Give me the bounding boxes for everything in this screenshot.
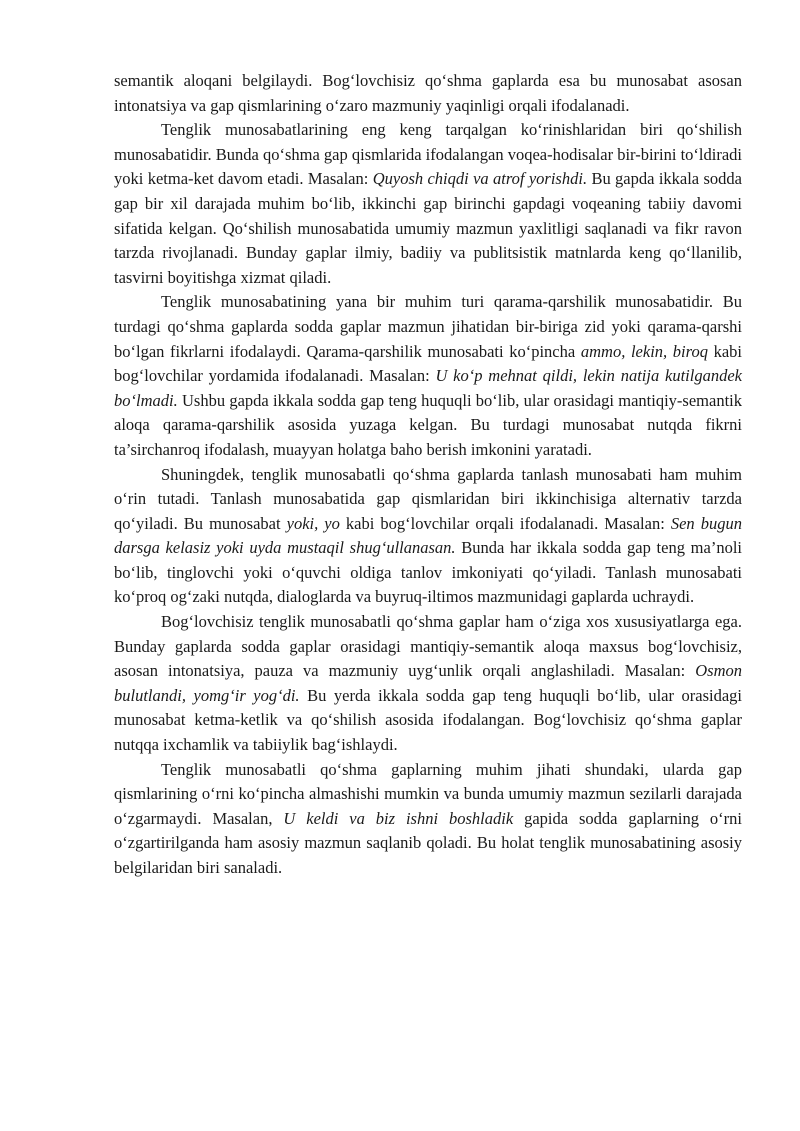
paragraph-text: Tenglik munosabatli qo‘shma gaplarning muhim jihati shundaki, ularda gap qismlarining o‘rni ko‘pincha almashishi mumkin va bunda umumiy mazmun sezilarli darajada o‘zgarmaydi. Masalan, bbox=[114, 759, 742, 828]
paragraph-text: Bunda har ikkala sodda gap teng ma’noli bo‘lib, tinglovchi yoki o‘quvchi oldiga tanlov imkoniyati qo‘yiladi. Tanlash munosabati ko‘proq og‘zaki nutqda, dialoglarda va buyruq-iltimos mazmunidagi gaplarda uchraydi. bbox=[114, 538, 742, 607]
paragraph-text: Tenglik munosabatining yana bir muhim turi qarama-qarshilik munosabatidir. Bu turdagi qo‘shma gaplarda sodda gaplar mazmun jihatidan bir-biriga zid yoki qarama-qarshi bo‘lgan fikrlarni ifodalaydi. Qarama-qarshilik munosabati ko‘pincha bbox=[114, 292, 742, 361]
paragraph-4 bbox=[114, 463, 742, 611]
paragraph-text: Ushbu gapda ikkala sodda gap teng huquqli bo‘lib, ular orasidagi mantiqiy-semantik aloqa qarama-qarshilik asosida yuzaga kelgan. Bu turdagi munosabat nutqda fikrni ta’sirchanroq ifodalash, muayyan holatga baho berish imkonini yaratadi. bbox=[114, 390, 742, 459]
paragraph-text: semantik aloqani belgilaydi. Bog‘lovchisiz qo‘shma gaplarda esa bu munosabat asosan intonatsiya va gap qismlarining o‘zaro mazmuniy yaqinligi orqali ifodalanadi. bbox=[114, 71, 742, 115]
example-sentence: Sen bugun darsga kelasiz yoki uyda mustaqil shug‘ullanasan. bbox=[114, 513, 742, 558]
document-page bbox=[114, 69, 742, 881]
paragraph-text: Bu yerda ikkala sodda gap teng huquqli bo‘lib, ular orasidagi munosabat ketma-ketlik va qo‘shilish asosida ifodalangan. Bog‘lovchisiz qo‘shma gaplar nutqqa ixchamlik va tabiiylik bag‘ishlaydi. bbox=[114, 685, 742, 755]
paragraph-text: Bu gapda ikkala sodda gap bir xil darajada muhim bo‘lib, ikkinchi gap birinchi gapdagi voqeaning tabiiy davomi sifatida kelgan. Qo‘shilish munosabatida umumiy mazmun yaxlitligi saqlanadi va fikr ravon tarzda rivojlanadi. Bunday gaplar ilmiy, badiiy va publitsistik matnlarda keng qo‘llanilib, tasvirni boyitishga xizmat qiladi. bbox=[114, 169, 742, 287]
paragraph-6 bbox=[114, 758, 742, 881]
paragraph-text: Shuningdek, tenglik munosabatli qo‘shma gaplarda tanlash munosabati ham muhim o‘rin tutadi. Tanlash munosabatida gap qismlaridan biri ikkinchisiga alternativ tarzda qo‘yiladi. Bu munosabat bbox=[114, 464, 742, 533]
paragraph-text: Bog‘lovchisiz tenglik munosabatli qo‘shma gaplar ham o‘ziga xos xususiyatlarga ega. Bunday gaplarda sodda gaplar orasidagi mantiqiy-semantik aloqa maxsus bog‘lovchisiz, asosan intonatsiya, pauza va mazmuniy uyg‘unlik orqali anglashiladi. Masalan: bbox=[114, 612, 742, 681]
paragraph-5 bbox=[114, 610, 742, 758]
example-sentence: Osmon bulutlandi, yomg‘ir yog‘di. bbox=[114, 661, 742, 705]
example-sentence: U ko‘p mehnat qildi, lekin natija kutilgandek bo‘lmadi. bbox=[114, 366, 742, 410]
conjunction-list: yoki, yo bbox=[286, 513, 340, 533]
example-sentence: Quyosh chiqdi va atrof yorishdi. bbox=[372, 169, 588, 189]
paragraph-1 bbox=[114, 69, 742, 118]
paragraph-text: Tenglik munosabatlarining eng keng tarqalgan ko‘rinishlaridan biri qo‘shilish munosabatidir. Bunda qo‘shma gap qismlarida ifodalangan voqea-hodisalar bir-birini to‘ldiradi yoki ketma-ket davom etadi. Masalan: bbox=[114, 120, 742, 189]
paragraph-3 bbox=[114, 290, 742, 462]
example-sentence: U keldi va biz ishni boshladik bbox=[283, 808, 514, 828]
paragraph-text: kabi bog‘lovchilar yordamida ifodalanadi. Masalan: bbox=[114, 341, 743, 386]
conjunction-list: ammo, lekin, biroq bbox=[580, 341, 708, 361]
paragraph-text: kabi bog‘lovchilar orqali ifodalanadi. Masalan: bbox=[339, 513, 671, 533]
paragraph-text: gapida sodda gaplarning o‘rni o‘zgartirilganda ham asosiy mazmun saqlanib qoladi. Bu holat tenglik munosabatining asosiy belgilaridan biri sanaladi. bbox=[114, 808, 743, 877]
paragraph-2 bbox=[114, 118, 742, 290]
